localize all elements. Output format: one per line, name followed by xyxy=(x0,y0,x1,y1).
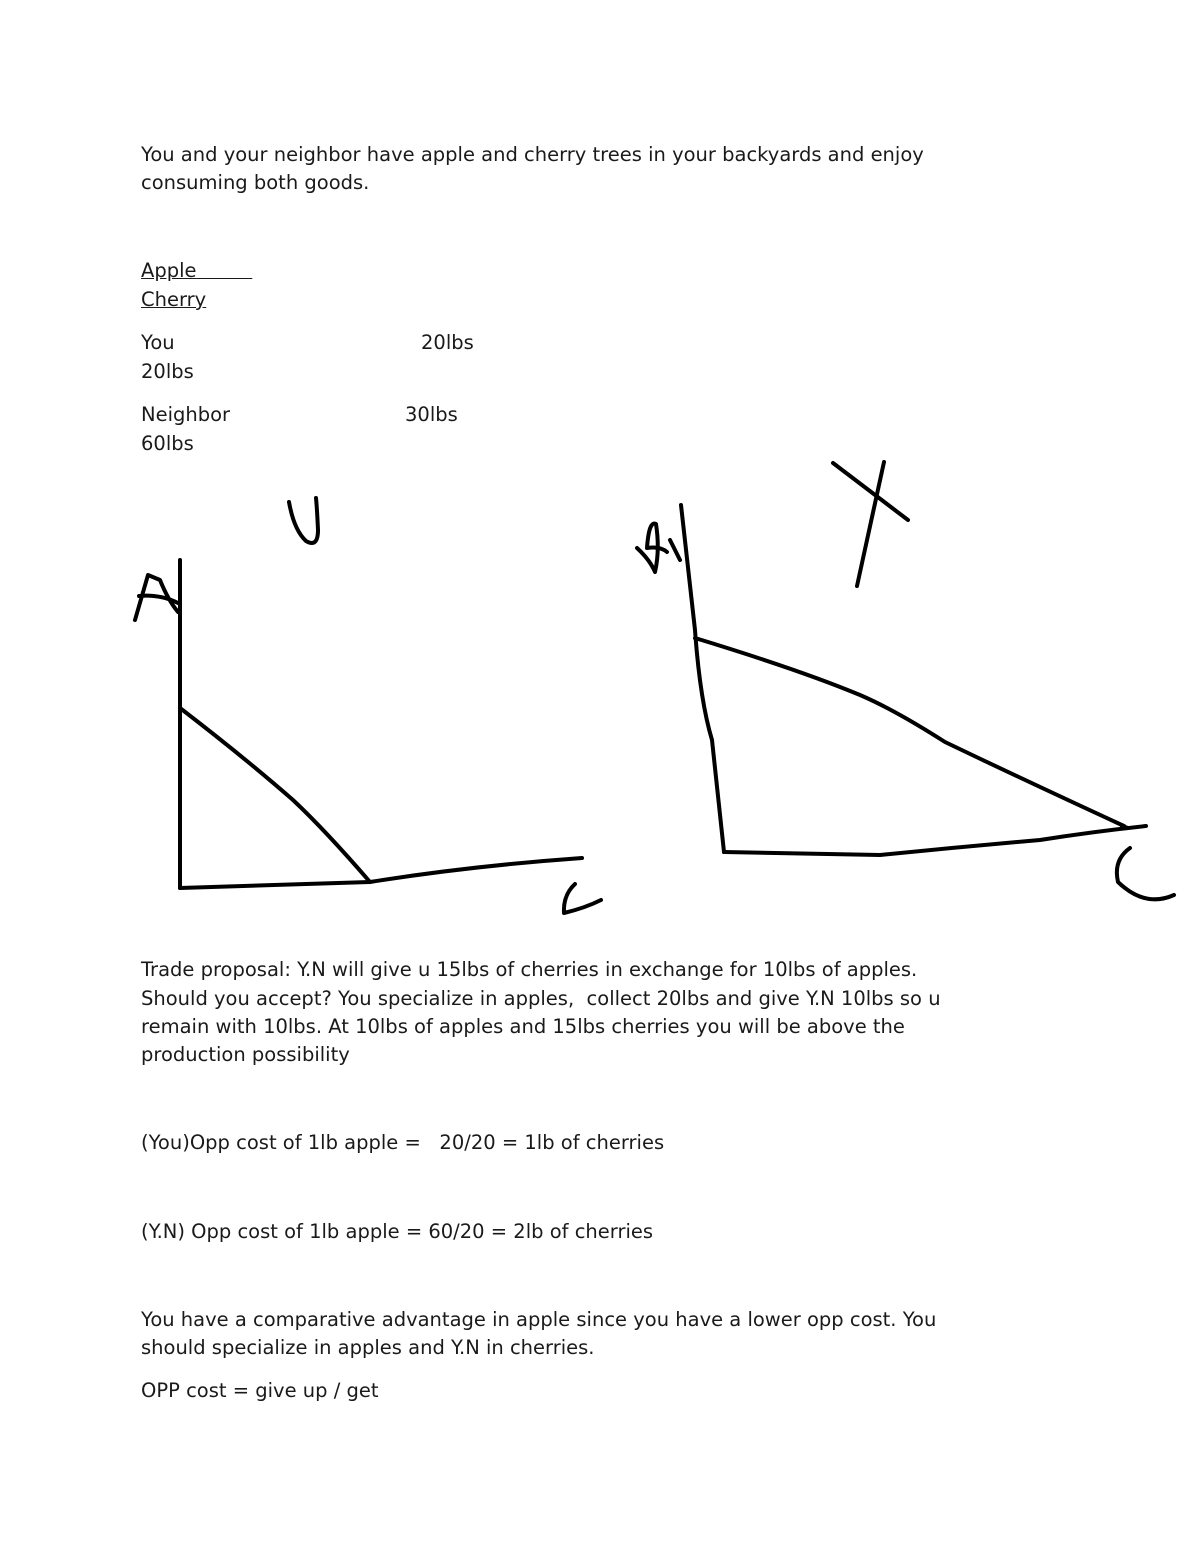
row-you-apple: 20lbs xyxy=(421,331,474,354)
row-neighbor-cherry: 60lbs xyxy=(141,432,194,455)
row-you-cherry: 20lbs xyxy=(141,360,194,383)
right-cross-mark-stroke-1 xyxy=(833,463,908,520)
right-axis-label-y-text xyxy=(637,520,681,572)
right-axis-label-x-text xyxy=(1112,846,1174,902)
trade-line-1: Trade proposal: Y.N will give u 15lbs of cherries in exchange for 10lbs of apples. xyxy=(141,958,918,981)
right-ppf-sketch xyxy=(637,462,1174,899)
left-x-axis xyxy=(180,858,582,888)
opp-cost-you: (You)Opp cost of 1lb apple = 20/20 = 1lb of cherries xyxy=(141,1131,665,1154)
table-header-apple-label: Apple xyxy=(141,259,197,282)
intro-line-1: You and your neighbor have apple and cherry trees in your backyards and enjoy xyxy=(141,143,924,166)
left-ppf-sketch xyxy=(135,498,601,913)
row-you-label: You xyxy=(141,331,175,354)
row-neighbor-label: Neighbor xyxy=(141,403,231,426)
intro-line-2: consuming both goods. xyxy=(141,171,370,194)
conclusion-line-1: You have a comparative advantage in apple since you have a lower opp cost. You xyxy=(141,1308,937,1331)
left-frontier-curve xyxy=(180,708,370,882)
conclusion-line-2: should specialize in apples and Y.N in cherries. xyxy=(141,1336,595,1359)
table-header-cherry: Cherry xyxy=(141,288,207,311)
row-neighbor-apple: 30lbs xyxy=(405,403,458,426)
trade-line-2: Should you accept? You specialize in apples, collect 20lbs and give Y.N 10lbs so u xyxy=(141,987,941,1010)
opp-cost-formula: OPP cost = give up / get xyxy=(141,1379,379,1402)
right-x-axis xyxy=(724,826,1146,855)
right-cross-mark-stroke-2 xyxy=(857,462,884,586)
left-check-mark-icon xyxy=(289,498,318,543)
left-axis-label-y-text xyxy=(138,578,178,618)
right-frontier-curve xyxy=(695,638,1124,826)
right-endpoint-dot xyxy=(1122,826,1128,828)
right-y-axis xyxy=(681,505,724,852)
trade-line-3: remain with 10lbs. At 10lbs of apples and 15lbs cherries you will be above the xyxy=(141,1015,905,1038)
opp-cost-yn: (Y.N) Opp cost of 1lb apple = 60/20 = 2lb of cherries xyxy=(141,1220,654,1243)
left-axis-label-x-text xyxy=(560,882,602,916)
trade-line-4: production possibility xyxy=(141,1043,350,1066)
